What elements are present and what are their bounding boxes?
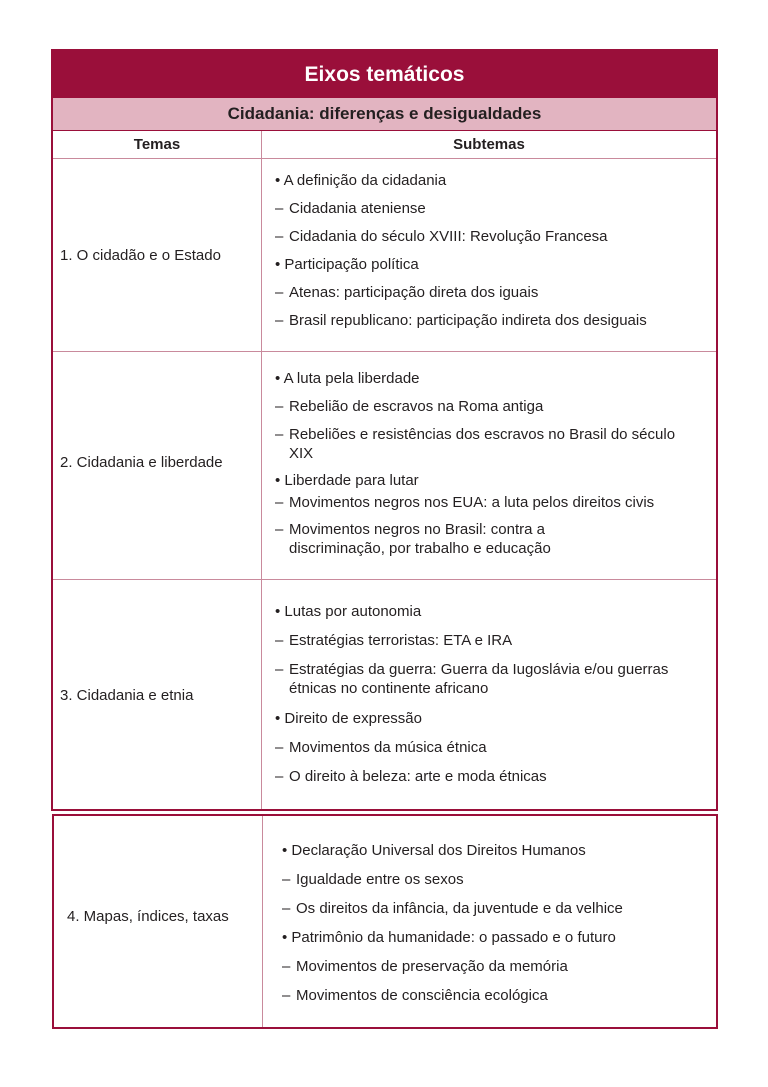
dash-marker: – (282, 900, 291, 917)
subtema-dash-item: – Atenas: participação direta dos iguais (275, 284, 539, 301)
dash-marker: – (275, 228, 284, 245)
subtema-dash-item: – Rebeliões e resistências dos escravos no Brasil do século XIX (275, 426, 676, 462)
tema-label: 2. Cidadania e liberdade (60, 454, 223, 471)
dash-marker: – (275, 426, 284, 443)
tema-label: 4. Mapas, índices, taxas (67, 908, 229, 925)
table-row (53, 352, 716, 580)
subtema-dash-item: – Os direitos da infância, da juventude e da velhice (282, 900, 623, 917)
dash-marker: – (275, 768, 284, 785)
column-divider (261, 131, 262, 159)
subtema-dash-item: – Estratégias terroristas: ETA e IRA (275, 632, 513, 649)
subtema-bullet: • A definição da cidadania (275, 172, 447, 189)
subtema-dash-item: – Brasil republicano: participação indireta dos desiguais (275, 312, 647, 329)
dash-marker: – (282, 987, 291, 1004)
table-subtitle: Cidadania: diferenças e desigualdades (53, 98, 716, 131)
column-divider (261, 159, 262, 352)
subtema-dash-item: – Movimentos da música étnica (275, 739, 487, 756)
dash-marker: – (275, 521, 284, 538)
tema-label: 1. O cidadão e o Estado (60, 247, 221, 264)
dash-marker: – (275, 284, 284, 301)
subtema-bullet: • Declaração Universal dos Direitos Humanos (282, 842, 586, 859)
subtema-bullet: • Patrimônio da humanidade: o passado e o futuro (282, 929, 616, 946)
dash-marker: – (275, 661, 284, 678)
subtema-dash-item: – Movimentos negros no Brasil: contra a discriminação, por trabalho e educação (275, 521, 551, 557)
column-divider (262, 816, 263, 1027)
subtemas-list (275, 171, 705, 339)
dash-marker: – (282, 871, 291, 888)
dash-marker: – (275, 632, 284, 649)
subtema-dash-item: – Cidadania do século XVIII: Revolução Francesa (275, 228, 608, 245)
subtema-dash-item: – Igualdade entre os sexos (282, 871, 464, 888)
subtema-dash-item: – Rebelião de escravos na Roma antiga (275, 398, 544, 415)
subtema-bullet: • Lutas por autonomia (275, 603, 422, 620)
dash-marker: – (275, 494, 284, 511)
table-title: Eixos temáticos (53, 51, 716, 98)
dash-marker: – (275, 398, 284, 415)
dash-marker: – (275, 312, 284, 329)
table-row (53, 580, 716, 809)
subtema-bullet: • Direito de expressão (275, 710, 422, 727)
table-row (52, 814, 718, 1029)
subtemas-list (275, 369, 695, 560)
tema-label: 3. Cidadania e etnia (60, 687, 194, 704)
dash-marker: – (275, 200, 284, 217)
subtema-dash-item: – Movimentos negros nos EUA: a luta pelos direitos civis (275, 494, 655, 511)
subtemas-list (275, 602, 695, 796)
column-divider (261, 352, 262, 580)
subtema-dash-item: – Cidadania ateniense (275, 200, 426, 217)
table-header-row (53, 131, 716, 159)
subtema-dash-item: – Estratégias da guerra: Guerra da Iugoslávia e/ou guerras étnicas no continente africano (275, 661, 669, 697)
themes-table (51, 49, 718, 811)
column-header-subtemas: Subtemas (453, 136, 525, 153)
dash-marker: – (282, 958, 291, 975)
column-header-temas: Temas (133, 136, 181, 153)
subtema-dash-item: – Movimentos de consciência ecológica (282, 987, 548, 1004)
subtema-bullet: • Participação política (275, 256, 419, 273)
column-divider (261, 580, 262, 809)
dash-marker: – (275, 739, 284, 756)
subtema-bullet: • Liberdade para lutar (275, 472, 419, 489)
subtemas-list (282, 841, 702, 1015)
table-row (53, 159, 716, 352)
subtema-dash-item: – O direito à beleza: arte e moda étnicas (275, 768, 547, 785)
subtema-dash-item: – Movimentos de preservação da memória (282, 958, 568, 975)
subtema-bullet: • A luta pela liberdade (275, 370, 420, 387)
